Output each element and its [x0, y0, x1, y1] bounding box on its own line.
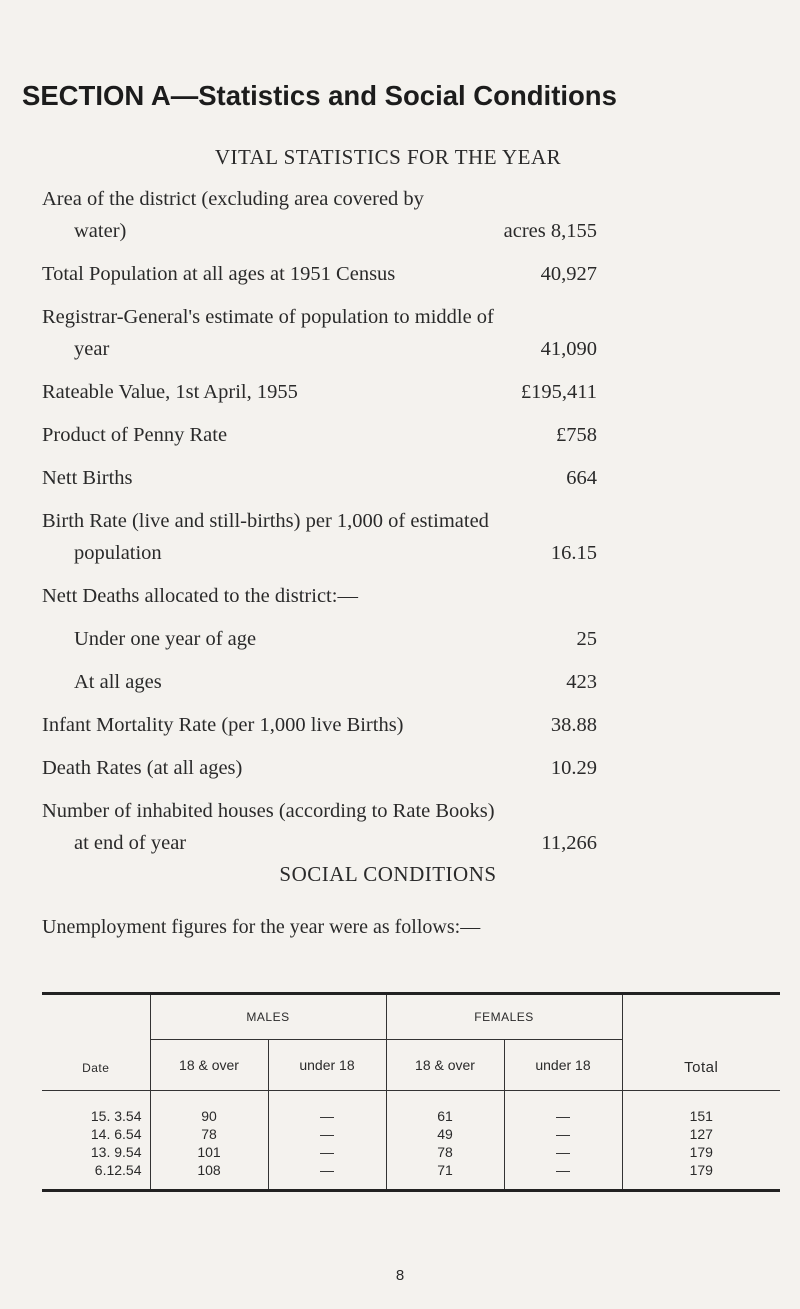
section-heading: SECTION A—Statistics and Social Conditions [22, 80, 617, 111]
table-row [42, 1125, 780, 1143]
unemployment-intro: Unemployment figures for the year were as follows:— [42, 916, 481, 938]
vital-statistics-list [42, 183, 597, 859]
cell-females-18-over: 61 [386, 1091, 504, 1126]
stat-population-census [42, 258, 597, 290]
cell-date: 13. 9.54 [90, 1144, 142, 1160]
header-total: Total [622, 994, 780, 1091]
cell-date: 6.12.54 [94, 1162, 142, 1178]
stat-value: 38.88 [550, 714, 597, 736]
stat-value: 16.15 [550, 542, 597, 564]
unemployment-table [42, 992, 780, 1192]
stat-label: Under one year of age [74, 628, 257, 650]
cell-date: 14. 6.54 [90, 1126, 142, 1142]
stat-area [42, 183, 597, 247]
table-row [42, 1143, 780, 1161]
cell-females-under-18: — [504, 1091, 622, 1126]
cell-females-18-over: 71 [386, 1161, 504, 1191]
stat-label: At all ages [74, 671, 162, 693]
stat-value: £758 [556, 424, 597, 446]
stat-deaths-all-ages [42, 666, 597, 698]
header-males-under-18: under 18 [268, 1040, 386, 1091]
stat-label: Registrar-General's estimate of population to middle of [42, 306, 494, 328]
page-number: 8 [395, 1267, 405, 1284]
stat-label: Death Rates (at all ages) [42, 757, 243, 779]
stat-birth-rate [42, 505, 597, 569]
stat-label: Birth Rate (live and still-births) per 1,000 of estimated [42, 510, 489, 532]
cell-males-under-18: — [268, 1161, 386, 1191]
header-males: MALES [150, 994, 386, 1040]
header-date: Date [42, 994, 150, 1091]
vital-statistics-title: VITAL STATISTICS FOR THE YEAR [214, 145, 562, 169]
cell-females-under-18: — [504, 1125, 622, 1143]
stat-penny-rate [42, 419, 597, 451]
cell-females-under-18: — [504, 1143, 622, 1161]
cell-males-under-18: — [268, 1125, 386, 1143]
social-conditions-title: SOCIAL CONDITIONS [279, 862, 497, 886]
cell-total: 179 [622, 1143, 780, 1161]
cell-males-under-18: — [268, 1143, 386, 1161]
stat-label: Rateable Value, 1st April, 1955 [42, 381, 298, 403]
stat-value: acres 8,155 [503, 220, 597, 242]
cell-total: 151 [622, 1091, 780, 1126]
cell-females-18-over: 78 [386, 1143, 504, 1161]
stat-label: Nett Deaths allocated to the district:— [42, 585, 358, 607]
cell-total: 127 [622, 1125, 780, 1143]
stat-label: Area of the district (excluding area covered by [42, 188, 424, 210]
cell-males-18-over: 101 [150, 1143, 268, 1161]
stat-inhabited-houses [42, 795, 597, 859]
header-females-under-18: under 18 [504, 1040, 622, 1091]
stat-value: 11,266 [541, 832, 597, 854]
cell-females-under-18: — [504, 1161, 622, 1191]
table-row [42, 1091, 780, 1126]
stat-label: population [74, 542, 162, 564]
stat-label: Product of Penny Rate [42, 424, 228, 446]
stat-deaths-under-one [42, 623, 597, 655]
stat-value: 41,090 [540, 338, 597, 360]
header-males-18-over: 18 & over [150, 1040, 268, 1091]
cell-males-under-18: — [268, 1091, 386, 1126]
stat-label: Infant Mortality Rate (per 1,000 live Births) [42, 714, 404, 736]
stat-nett-births [42, 462, 597, 494]
stat-label: Total Population at all ages at 1951 Census [42, 263, 396, 285]
cell-males-18-over: 108 [150, 1161, 268, 1191]
stat-label: Nett Births [42, 467, 133, 489]
stat-rateable-value [42, 376, 597, 408]
stat-value: 664 [566, 467, 597, 489]
stat-value: 423 [566, 671, 597, 693]
stat-value: £195,411 [520, 381, 597, 403]
stat-value: 40,927 [540, 263, 597, 285]
cell-males-18-over: 78 [150, 1125, 268, 1143]
stat-value: 10.29 [550, 757, 597, 779]
header-females: FEMALES [386, 994, 622, 1040]
cell-total: 179 [622, 1161, 780, 1191]
stat-nett-deaths-heading [42, 580, 597, 612]
stat-label: year [74, 338, 110, 360]
table-bottom-rule [42, 1191, 780, 1193]
header-females-18-over: 18 & over [386, 1040, 504, 1091]
stat-label: water) [74, 220, 127, 242]
stat-population-estimate [42, 301, 597, 365]
stat-label: Number of inhabited houses (according to Rate Books) [42, 800, 495, 822]
cell-date: 15. 3.54 [42, 1091, 150, 1126]
stat-value: 25 [576, 628, 597, 650]
cell-males-18-over: 90 [150, 1091, 268, 1126]
stat-label: at end of year [74, 832, 187, 854]
stat-death-rate [42, 752, 597, 784]
table-row [42, 1161, 780, 1191]
stat-infant-mortality [42, 709, 597, 741]
cell-females-18-over: 49 [386, 1125, 504, 1143]
